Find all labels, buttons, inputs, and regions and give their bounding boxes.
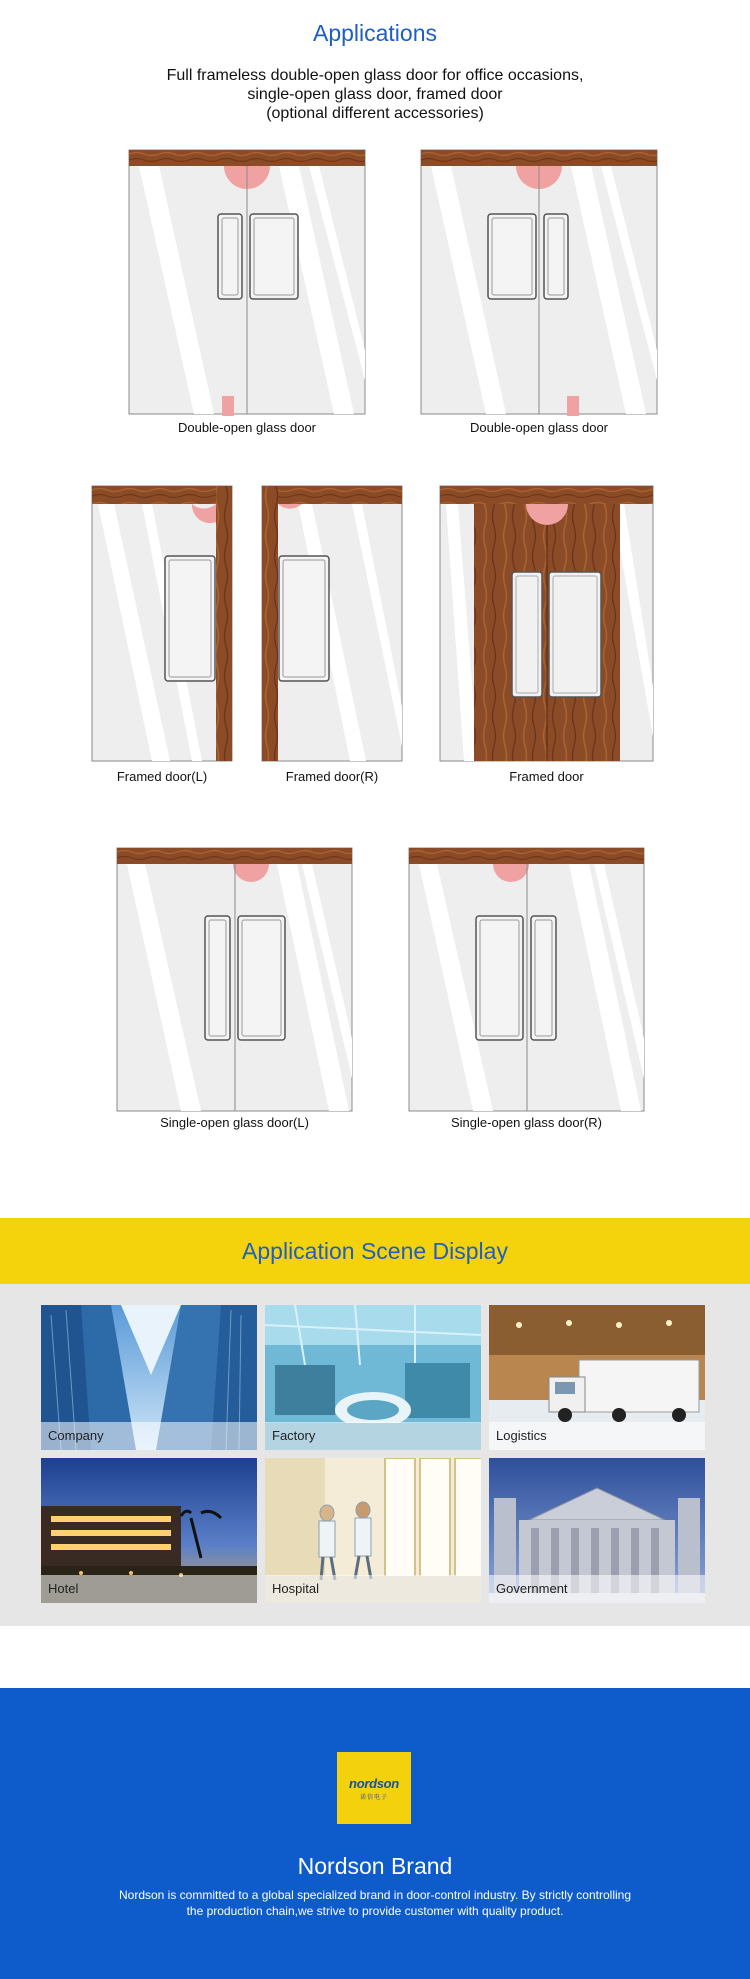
scene-label: Factory: [265, 1422, 481, 1450]
door-illustration-framed-double: [440, 486, 655, 762]
scene-title-band: [0, 1218, 750, 1284]
brand-description: [90, 1887, 660, 1919]
scene-card-government[interactable]: [489, 1458, 705, 1603]
scene-title: Application Scene Display: [242, 1238, 508, 1264]
brand-section: [0, 1688, 750, 1979]
nordson-logo: [337, 1752, 411, 1824]
logo-subtitle: 诺信电子: [359, 1794, 388, 1801]
scene-card-hotel[interactable]: [41, 1458, 257, 1603]
door-illustration-double-open-1: [129, 150, 366, 415]
door-illustration-framed-left: [92, 486, 234, 762]
intro-line: Full frameless double-open glass door for office occasions,: [166, 67, 584, 84]
door-caption: Single-open glass door(R): [450, 1115, 603, 1130]
scene-card-hospital[interactable]: [265, 1458, 481, 1603]
door-caption: Single-open glass door(L): [160, 1115, 309, 1130]
brand-text-line: the production chain,we strive to provide customer with quality product.: [186, 1904, 564, 1918]
brand-text-line: Nordson is committed to a global specialized brand in door-control industry. By strictly controlling: [118, 1888, 631, 1902]
applications-title: Applications: [312, 20, 438, 46]
door-caption: Framed door(R): [285, 769, 379, 784]
logo-wordmark: nordson: [349, 1775, 399, 1791]
scene-label: Government: [489, 1575, 705, 1603]
scene-card-factory[interactable]: [265, 1305, 481, 1450]
scene-label: Hospital: [265, 1575, 481, 1603]
intro-line: single-open glass door, framed door: [247, 86, 503, 103]
scene-card-company[interactable]: [41, 1305, 257, 1450]
door-caption: Framed door: [509, 769, 584, 784]
door-illustration-double-open-2: [421, 150, 658, 415]
brand-title: Nordson Brand: [297, 1853, 453, 1879]
door-illustration-framed-right: [262, 486, 404, 762]
scene-card-logistics[interactable]: [489, 1305, 705, 1450]
scene-label: Logistics: [489, 1422, 705, 1450]
door-caption: Double-open glass door: [177, 420, 317, 435]
scene-label: Company: [41, 1422, 257, 1450]
scene-label: Hotel: [41, 1575, 257, 1603]
applications-intro: [0, 66, 750, 123]
door-caption: Framed door(L): [116, 769, 208, 784]
intro-line: (optional different accessories): [266, 105, 484, 122]
door-caption: Double-open glass door: [469, 420, 609, 435]
door-illustration-single-open-right: [409, 848, 646, 1112]
door-illustration-single-open-left: [117, 848, 354, 1112]
